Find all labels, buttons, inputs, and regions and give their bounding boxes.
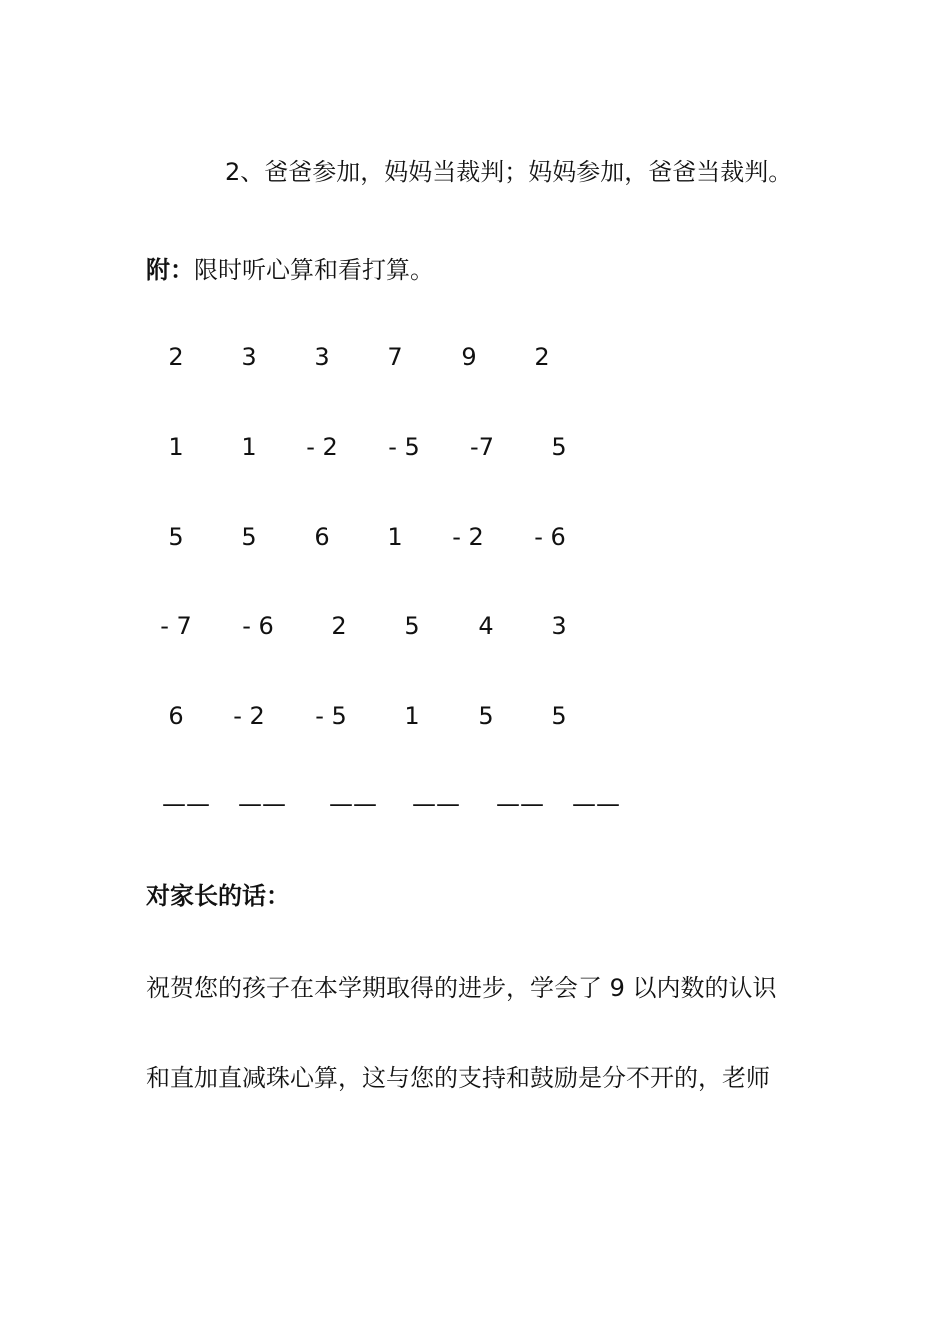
exercise-cell: - 2: [233, 702, 265, 730]
exercise-cell: - 2: [452, 523, 484, 551]
exercise-row-1: [0, 341, 950, 373]
exercise-cell: 3: [314, 343, 330, 371]
answer-blank: ——: [496, 790, 544, 818]
exercise-cell: 4: [478, 612, 494, 640]
exercise-cell: 3: [551, 612, 567, 640]
parents-heading: 对家长的话：: [146, 882, 290, 910]
answer-blank: ——: [572, 790, 620, 818]
exercise-cell: - 2: [306, 433, 338, 461]
exercise-cell: 2: [168, 343, 184, 371]
answer-blank: ——: [412, 790, 460, 818]
appendix-text: 限时听心算和看打算。: [194, 256, 434, 284]
exercise-cell: - 6: [242, 612, 274, 640]
answer-blanks-row: [0, 788, 950, 820]
item-2-text: 2、爸爸参加，妈妈当裁判；妈妈参加，爸爸当裁判。: [225, 158, 793, 186]
exercise-cell: - 7: [160, 612, 192, 640]
exercise-cell: 1: [404, 702, 420, 730]
exercise-cell: 9: [461, 343, 477, 371]
exercise-cell: 3: [241, 343, 257, 371]
exercise-row-2: [0, 431, 950, 463]
exercise-cell: 5: [168, 523, 184, 551]
exercise-row-4: [0, 610, 950, 642]
exercise-cell: 1: [387, 523, 403, 551]
appendix-label: 附：: [146, 256, 194, 284]
exercise-cell: - 6: [534, 523, 566, 551]
parents-text-line-2: 和直加直减珠心算，这与您的支持和鼓励是分不开的，老师: [146, 1064, 770, 1092]
appendix-line: [146, 254, 434, 286]
exercise-cell: 2: [331, 612, 347, 640]
exercise-cell: 6: [314, 523, 330, 551]
exercise-cell: - 5: [315, 702, 347, 730]
exercise-cell: 7: [387, 343, 403, 371]
exercise-cell: 2: [534, 343, 550, 371]
exercise-cell: -7: [470, 433, 494, 461]
exercise-cell: 6: [168, 702, 184, 730]
exercise-cell: 5: [404, 612, 420, 640]
exercise-cell: 5: [241, 523, 257, 551]
exercise-cell: 5: [551, 702, 567, 730]
exercise-cell: 5: [478, 702, 494, 730]
answer-blank: ——: [329, 790, 377, 818]
exercise-cell: - 5: [388, 433, 420, 461]
exercise-cell: 1: [168, 433, 184, 461]
exercise-row-5: [0, 700, 950, 732]
exercise-row-3: [0, 521, 950, 553]
exercise-cell: 5: [551, 433, 567, 461]
answer-blank: ——: [162, 790, 210, 818]
parents-text-line-1: 祝贺您的孩子在本学期取得的进步，学会了 9 以内数的认识: [146, 974, 777, 1002]
answer-blank: ——: [238, 790, 286, 818]
exercise-cell: 1: [241, 433, 257, 461]
